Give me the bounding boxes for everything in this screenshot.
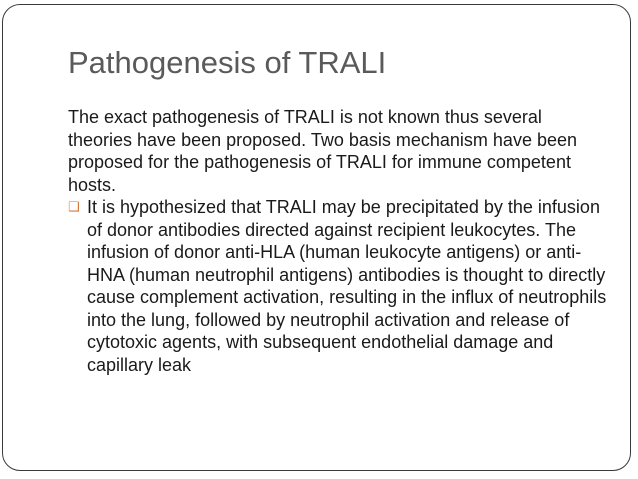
bullet-item: [68, 196, 613, 376]
slide-title: Pathogenesis of TRALI: [68, 45, 387, 80]
intro-paragraph: The exact pathogenesis of TRALI is not known thus several theories have been proposed. Two basis mechanism have been proposed for the pathogenesis of TRALI for immune competent hosts.: [68, 107, 577, 195]
square-bullet-icon: ❑: [68, 199, 80, 214]
bullet-list: [68, 196, 613, 376]
bullet-text: It is hypothesized that TRALI may be precipitated by the infusion of donor antibodies directed against recipient leukocytes. The infusion of donor anti-HLA (human leukocyte antigens) or anti-HNA (human neutrophil antigens) antibodies is thought to directly cause complement activation, resulting in the influx of neutrophils into the lung, followed by neutrophil activation and release of cytotoxic agents, with subsequent endothelial damage and capillary leak: [87, 197, 607, 375]
